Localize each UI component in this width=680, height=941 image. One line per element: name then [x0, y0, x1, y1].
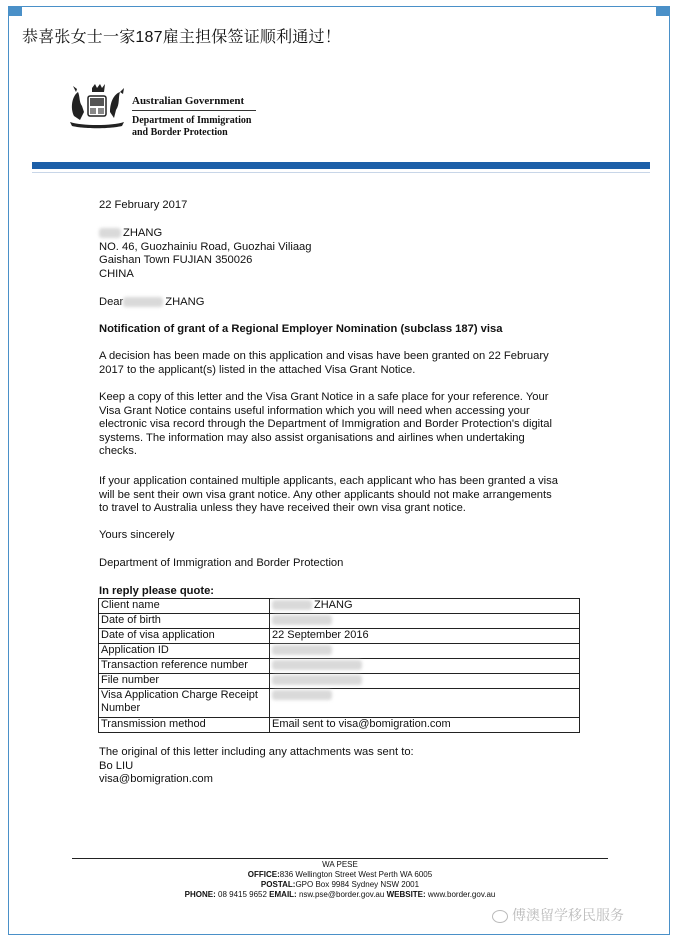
header-rule [32, 172, 650, 173]
table-row [99, 629, 580, 644]
coat-of-arms-icon [66, 82, 128, 130]
table-key: Application ID [99, 644, 270, 659]
redacted-mark [272, 615, 332, 625]
salutation: Dear ZHANG [99, 296, 205, 308]
redacted-mark [272, 675, 362, 685]
paragraph-decision: A decision has been made on this application and visas have been granted on 22 February 2017 to the applicant(s) listed in the attached Visa Grant Notice. [99, 350, 549, 376]
header-bar [32, 162, 650, 169]
table-key: Date of visa application [99, 629, 270, 644]
post-headline: 恭喜张女士一家187雇主担保签证顺利通过！ [22, 29, 341, 46]
address-line: ZHANG [99, 227, 312, 241]
table-row [99, 718, 580, 733]
footer-office: OFFICE:836 Wellington Street West Perth WA 6005 [247, 870, 433, 879]
footer-rule [72, 858, 608, 859]
recipient-email: visa@bomigration.com [99, 773, 213, 786]
recipient-name: Bo LIU [99, 759, 134, 772]
redacted-mark [272, 690, 332, 700]
footer-office-code: WA PESE [322, 860, 358, 869]
closing: Yours sincerely [99, 529, 175, 541]
frame-corner-right [656, 6, 670, 16]
signature: Department of Immigration and Border Protection [99, 557, 344, 569]
table-value [270, 614, 580, 629]
table-key: Visa Application Charge Receipt Number [99, 689, 270, 718]
paragraph-multiple-applicants: If your application contained multiple applicants, each applicant who has been granted a visa will be sent their own visa grant notice. Any other applicants should not make arrangements to travel to Australia unless they have received their own visa grant notice. [99, 475, 558, 515]
table-key: Date of birth [99, 614, 270, 629]
recipient-address [99, 227, 312, 281]
table-row [99, 689, 580, 718]
table-row [99, 599, 580, 614]
department-line-2: and Border Protection [132, 127, 228, 138]
redacted-mark [272, 600, 312, 610]
screenshot-frame [8, 6, 670, 935]
footer-postal: POSTAL:GPO Box 9984 Sydney NSW 2001 [260, 880, 420, 889]
table-row [99, 644, 580, 659]
table-row [99, 659, 580, 674]
address-line: CHINA [99, 267, 134, 280]
letter-subject: Notification of grant of a Regional Employer Nomination (subclass 187) visa [99, 323, 503, 335]
table-value: ZHANG [270, 599, 580, 614]
department-line-1: Department of Immigration [132, 115, 252, 126]
table-key: File number [99, 674, 270, 689]
reply-heading: In reply please quote: [99, 585, 215, 597]
table-value [270, 689, 580, 718]
table-row [99, 614, 580, 629]
redacted-mark [272, 645, 332, 655]
table-key: Client name [99, 599, 270, 614]
table-value: Email sent to visa@bomigration.com [270, 718, 580, 733]
table-key: Transaction reference number [99, 659, 270, 674]
frame-corner-left [8, 6, 22, 16]
footer-contact: PHONE: 08 9415 9652 EMAIL: nsw.pse@border.gov.au WEBSITE: www.border.gov.au [184, 890, 496, 899]
table-value: 22 September 2016 [270, 629, 580, 644]
table-value [270, 659, 580, 674]
table-key: Transmission method [99, 718, 270, 733]
table-value [270, 644, 580, 659]
reply-table [98, 598, 580, 733]
table-row [99, 674, 580, 689]
address-line: NO. 46, Guozhainiu Road, Guozhai Viliaag [99, 240, 312, 253]
watermark: 傅澳留学移民服务 [492, 905, 624, 925]
paragraph-keep-copy: Keep a copy of this letter and the Visa Grant Notice in a safe place for your reference. Your Visa Grant Notice contains useful information which you will need when accessing your electronic visa record through the Department of Immigration and Border Protection's digital systems. The information may also assist organisations and airlines when undertaking checks. [99, 391, 552, 458]
wechat-icon [492, 910, 508, 923]
table-value [270, 674, 580, 689]
redacted-mark [123, 297, 163, 307]
letterhead [132, 95, 256, 139]
letterhead-rule [132, 110, 256, 111]
redacted-mark [272, 660, 362, 670]
redacted-mark [99, 228, 121, 238]
letter-date: 22 February 2017 [99, 199, 188, 211]
government-name: Australian Government [132, 95, 245, 107]
original-sent-note: The original of this letter including any attachments was sent to: Bo LIU visa@bomigration.com [99, 746, 414, 786]
address-line: Gaishan Town FUJIAN 350026 [99, 254, 253, 267]
